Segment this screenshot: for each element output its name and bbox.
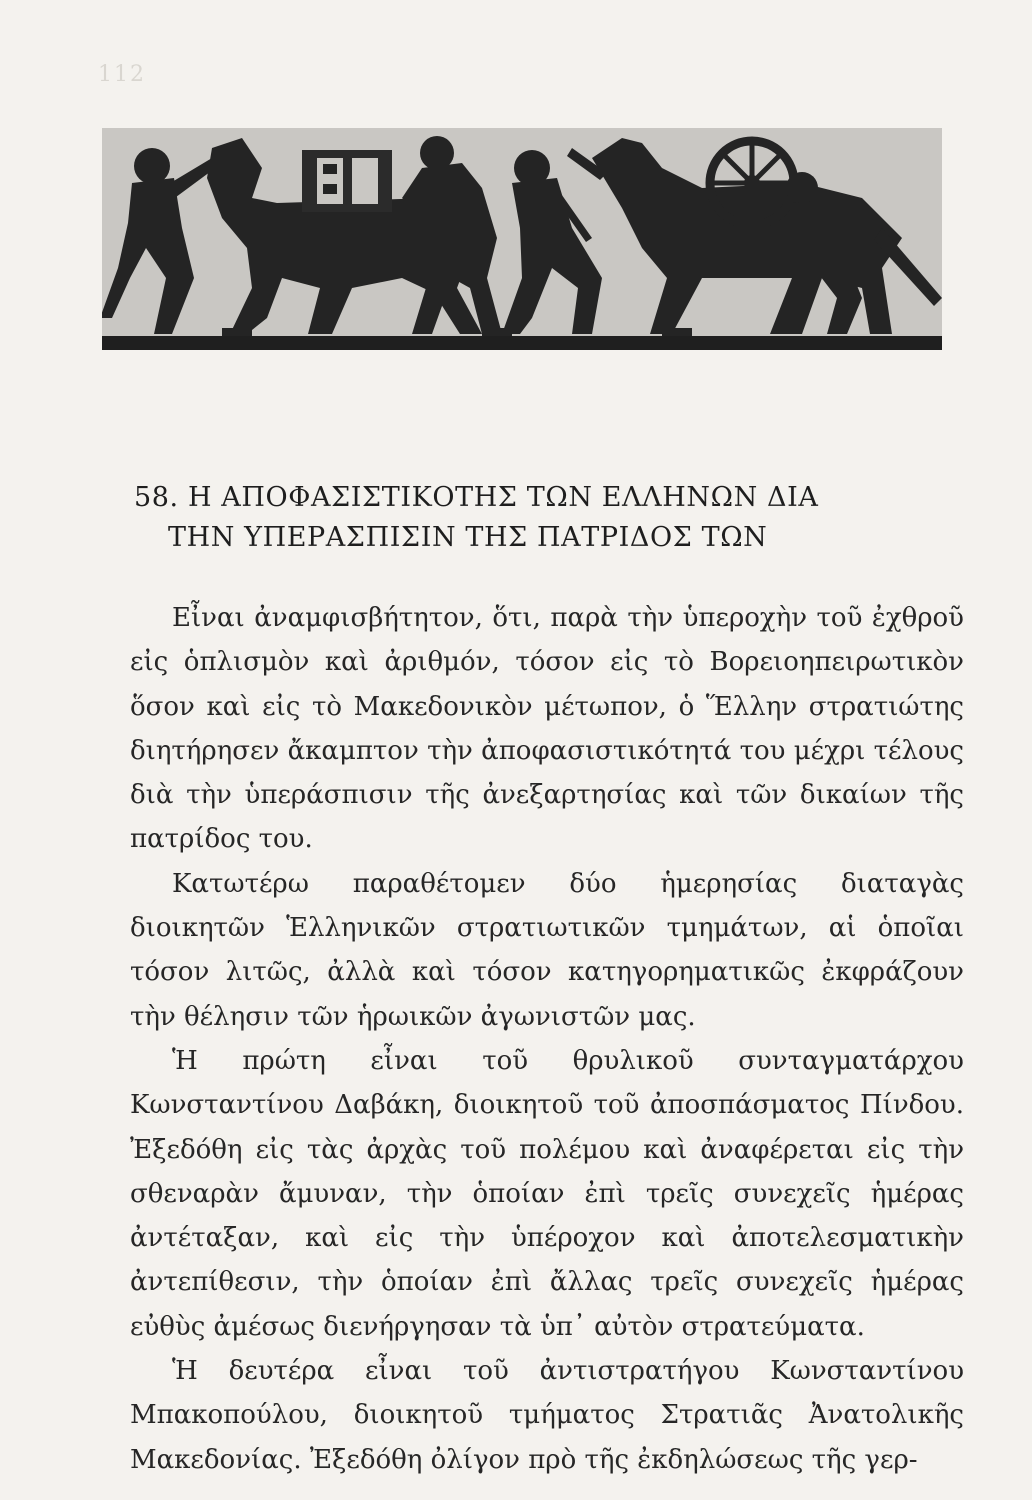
paragraph: Ἡ πρώτη εἶναι τοῦ θρυλικοῦ συνταγματάρχου Κωνσταντίνου Δαβάκη, διοικητοῦ τοῦ ἀποσπάσματος Πίνδου. Ἐξεδόθη εἰς τὰς ἀρχὰς τοῦ πολέμου καὶ ἀναφέρεται εἰς τὴν σθεναρὰν ἄμυναν, τὴν ὁποίαν ἐπὶ τρεῖς συνεχεῖς ἡμέρας ἀντέταξαν, καὶ εἰς τὴν ὑπέροχον καὶ ἀποτελεσματικὴν ἀντεπίθεσιν, τὴν ὁποίαν ἐπὶ ἄλλας τρεῖς συνεχεῖς ἡμέρας εὐθὺς ἀμέσως διενήργησαν τὰ ὑπ᾽ αὐτὸν στρατεύματα. [130, 1045, 964, 1342]
page-number: 112 [98, 62, 146, 87]
chapter-title-line1: Η ΑΠΟΦΑΣΙΣΤΙΚΟΤΗΣ ΤΩΝ ΕΛΛΗΝΩΝ ΔΙΑ [187, 482, 819, 513]
paragraph: Εἶναι ἀναμφισβήτητον, ὅτι, παρὰ τὴν ὑπεροχὴν τοῦ ἐχθροῦ εἰς ὁπλισμὸν καὶ ἀριθμόν, τόσον εἰς τὸ Βορειοηπειρωτικὸν ὅσον καὶ εἰς τὸ Μακεδονικὸν μέτωπον, ὁ Ἕλλην στρατιώτης διητήρησεν ἄκαμπτον τὴν ἀποφασιστικότητά του μέχρι τέλους διὰ τὴν ὑπεράσπισιν τῆς ἀνεξαρτησίας καὶ τῶν δικαίων τῆς πατρίδος του. [130, 603, 964, 855]
chapter-number: 58. [134, 482, 179, 513]
paragraph: Ἡ δευτέρα εἶναι τοῦ ἀντιστρατήγου Κωνσταντίνου Μπακοπούλου, διοικητοῦ τμήματος Στρατιᾶς Ἀνατολικῆς Μακεδονίας. Ἐξεδόθη ὀλίγον πρὸ τῆς ἐκδηλώσεως τῆς γερ- [130, 1356, 964, 1475]
body-text [130, 596, 964, 1482]
military-frieze-icon [102, 128, 942, 350]
chapter-heading [134, 478, 934, 558]
paragraph: Κατωτέρω παραθέτομεν δύο ἡμερησίας διαταγὰς διοικητῶν Ἑλληνικῶν στρατιωτικῶν τμημάτων, αἱ ὁποῖαι τόσον λιτῶς, ἀλλὰ καὶ τόσον κατηγορηματικῶς ἐκφράζουν τὴν θέλησιν τῶν ἡρωικῶν ἀγωνιστῶν μας. [130, 868, 964, 1032]
chapter-title-line2: ΤΗΝ ΥΠΕΡΑΣΠΙΣΙΝ ΤΗΣ ΠΑΤΡΙΔΟΣ ΤΩΝ [168, 522, 768, 553]
